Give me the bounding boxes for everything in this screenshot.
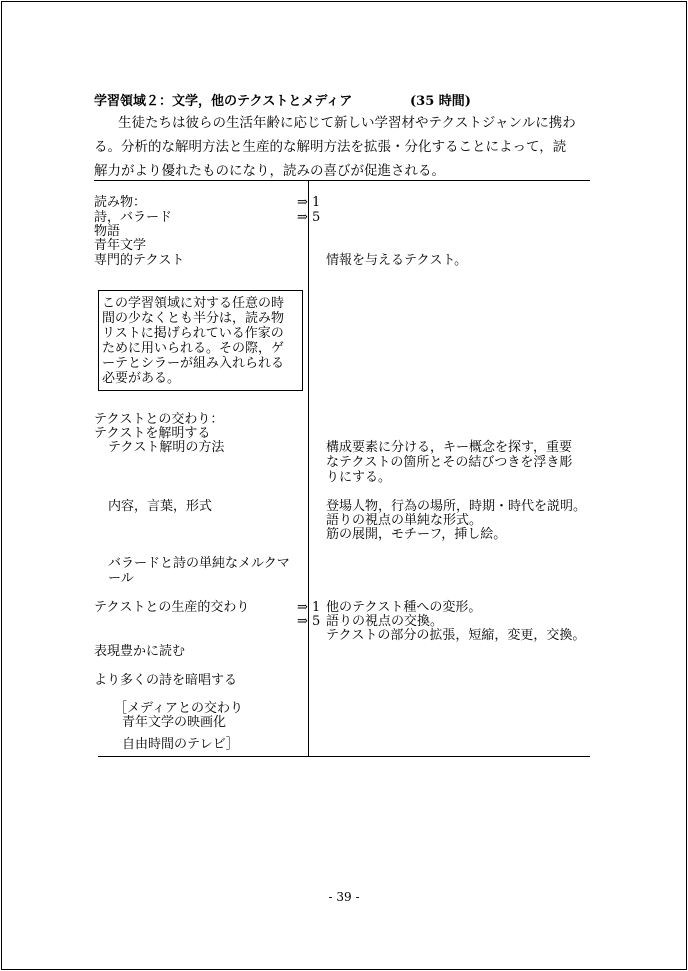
arrow-productive-1: ⇒ 1 xyxy=(297,600,321,615)
note-line-4: ために用いられる。その際，ゲ xyxy=(102,341,285,356)
table-top-rule xyxy=(94,180,590,181)
right-productive-line-2: 語りの視点の交換。 xyxy=(326,614,444,629)
right-productive-line-3: テクストの部分の拡張，短縮，変更，交換。 xyxy=(326,628,586,643)
left-interaction: テクストとの交わり： xyxy=(94,412,224,427)
arrow-reading: ⇒ 1 xyxy=(297,195,321,210)
left-technical-texts: 専門的テクスト xyxy=(94,253,185,268)
section-title: 学習領域２：文学，他のテクストとメディア xyxy=(94,94,353,109)
left-decode-methods: テクスト解明の方法 xyxy=(108,440,225,455)
table-bottom-rule xyxy=(98,756,590,757)
section-hours: (35 時間) xyxy=(410,94,471,109)
left-content-language-form: 内容，言葉，形式 xyxy=(108,499,213,514)
arrow-productive-5: ⇒ 5 xyxy=(297,614,321,629)
left-youth-literature: 青年文学 xyxy=(94,238,147,253)
note-line-2: 間の少なくとも半分は，読み物 xyxy=(102,311,285,326)
page-number: - 39 - xyxy=(328,890,360,904)
note-line-6: 必要がある。 xyxy=(102,371,181,386)
right-informative-text: 情報を与えるテクスト。 xyxy=(326,253,468,268)
right-content-line-3: 筋の展開，モチーフ，挿し絵。 xyxy=(326,527,507,542)
note-line-1: この学習領域に対する任意の時 xyxy=(102,296,285,311)
left-media-line-2: 青年文学の映画化 xyxy=(122,715,227,730)
left-ballad-line-1: バラードと詩の単純なメルクマ xyxy=(108,556,290,571)
left-reading: 読み物： xyxy=(94,195,147,210)
left-ballad-line-2: ール xyxy=(108,571,134,586)
left-expressive-reading: 表現豊かに読む xyxy=(94,644,186,659)
left-media-line-3: 自由時間のテレビ］ xyxy=(122,737,239,752)
left-media-line-1: ［メディアとの交わり xyxy=(114,701,243,716)
intro-line-2: る。分析的な解明方法と生産的な解明方法を拡張・分化することによって，読 xyxy=(94,139,567,155)
right-content-line-2: 語りの視点の単純な形式。 xyxy=(326,513,483,528)
note-line-3: リストに掲げられている作家の xyxy=(102,326,284,341)
left-productive: テクストとの生産的交わり xyxy=(94,600,250,615)
right-decode-line-2: なテクストの箇所とその結びつきを浮き彫 xyxy=(326,455,573,470)
right-decode-line-3: りにする。 xyxy=(326,470,392,485)
right-decode-line-1: 構成要素に分ける，キー概念を探す，重要 xyxy=(326,440,572,455)
left-stories: 物語 xyxy=(94,224,121,239)
left-memorize-poems: より多くの詩を暗唱する xyxy=(94,673,238,688)
arrow-poems: ⇒ 5 xyxy=(297,210,321,225)
note-box xyxy=(98,290,303,391)
right-productive-line-1: 他のテクスト種への変形。 xyxy=(326,600,482,615)
left-poems: 詩，バラード xyxy=(94,210,173,225)
right-content-line-1: 登場人物，行為の場所，時期・時代を説明。 xyxy=(326,499,587,514)
intro-line-3: 解力がより優れたものになり，読みの喜びが促進される。 xyxy=(94,163,445,179)
column-divider xyxy=(308,180,309,756)
left-decode: テクストを解明する xyxy=(94,426,211,441)
note-line-5: ーテとシラーが組み入れられる xyxy=(102,356,285,371)
intro-line-1: 生徒たちは彼らの生活年齢に応じて新しい学習材やテクストジャンルに携わ xyxy=(118,115,576,131)
